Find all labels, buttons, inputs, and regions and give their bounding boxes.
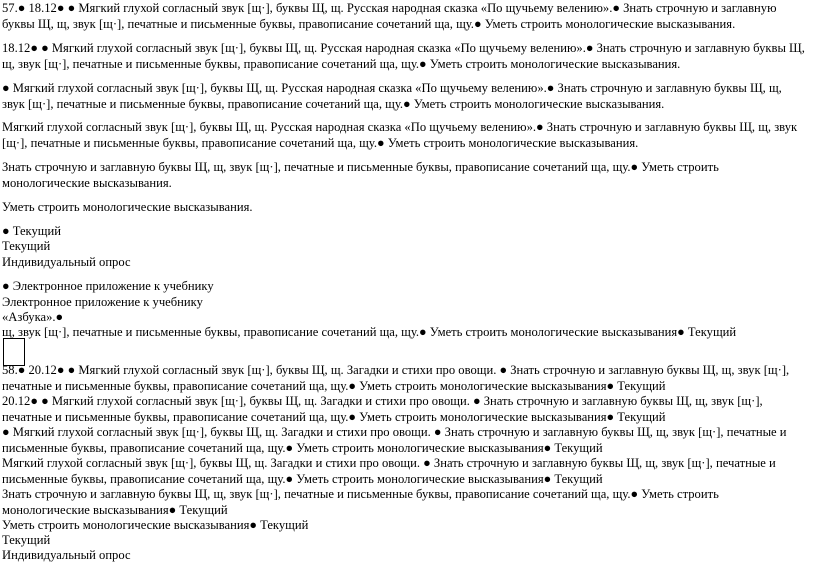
- text-line: письменные буквы, правописание сочетаний ща, щу.● Уметь строить монологические высказывания● Текущий: [2, 441, 603, 455]
- text-line: 20.12● ● Мягкий глухой согласный звук [щ·], буквы Щ, щ. Загадки и стихи про овощи. ● Знать строчную и заглавную буквы Щ, щ, звук [щ·],: [2, 394, 763, 408]
- text-line: 57.● 18.12● ● Мягкий глухой согласный звук [щ·], буквы Щ, щ. Русская народная сказка «По щучьему велению».● Знать строчную и заглавную: [2, 1, 777, 15]
- text-line: Мягкий глухой согласный звук [щ·], буквы Щ, щ. Загадки и стихи про овощи. ● Знать строчную и заглавную буквы Щ, щ, звук [щ·], печатные и: [2, 456, 776, 470]
- text-line: Текущий: [2, 533, 51, 547]
- text-line: «Азбука».●: [2, 310, 64, 324]
- text-line: щ, звук [щ·], печатные и письменные буквы, правописание сочетаний ща, щу.● Уметь строить монологические высказывания● Текущий: [2, 325, 737, 339]
- text-line: Знать строчную и заглавную буквы Щ, щ, звук [щ·], печатные и письменные буквы, правописание сочетаний ща, щу.● Уметь строить: [2, 160, 719, 174]
- text-line: печатные и письменные буквы, правописание сочетаний ща, щу.● Уметь строить монологические высказывания● Текущий: [2, 410, 666, 424]
- text-line: печатные и письменные буквы, правописание сочетаний ща, щу.● Уметь строить монологические высказывания● Текущий: [2, 379, 666, 393]
- text-line: ● Электронное приложение к учебнику: [2, 279, 214, 293]
- text-line: 58.● 20.12● ● Мягкий глухой согласный звук [щ·], буквы Щ, щ. Загадки и стихи про овощи. ● Знать строчную и заглавную буквы Щ, щ, звук [щ·],: [2, 363, 790, 377]
- text-line: Индивидуальный опрос: [2, 255, 131, 269]
- text-line: монологические высказывания● Текущий: [2, 503, 228, 517]
- text-line: Мягкий глухой согласный звук [щ·], буквы Щ, щ. Русская народная сказка «По щучьему велению».● Знать строчную и заглавную буквы Щ, щ, звук: [2, 120, 798, 134]
- text-line: письменные буквы, правописание сочетаний ща, щу.● Уметь строить монологические высказывания● Текущий: [2, 472, 603, 486]
- text-line: 18.12● ● Мягкий глухой согласный звук [щ·], буквы Щ, щ. Русская народная сказка «По щучьему велению».● Знать строчную и заглавную буквы Щ,: [2, 41, 805, 55]
- text-line: монологические высказывания.: [2, 176, 172, 190]
- text-line: ● Мягкий глухой согласный звук [щ·], буквы Щ, щ. Русская народная сказка «По щучьему велению».● Знать строчную и заглавную буквы Щ, щ,: [2, 81, 782, 95]
- text-line: Индивидуальный опрос: [2, 548, 131, 562]
- text-line: Текущий: [2, 239, 51, 253]
- text-line: Уметь строить монологические высказывания.: [2, 200, 253, 214]
- text-line: буквы Щ, щ, звук [щ·], печатные и письменные буквы, правописание сочетаний ща, щу.● Уметь строить монологические высказывания.: [2, 17, 736, 31]
- text-line: звук [щ·], печатные и письменные буквы, правописание сочетаний ща, щу.● Уметь строить монологические высказывания.: [2, 97, 665, 111]
- text-line: [щ·], печатные и письменные буквы, правописание сочетаний ща, щу.● Уметь строить монологические высказывания.: [2, 136, 639, 150]
- text-line: Знать строчную и заглавную буквы Щ, щ, звук [щ·], печатные и письменные буквы, правописание сочетаний ща, щу.● Уметь строить: [2, 487, 719, 501]
- text-line: щ, звук [щ·], печатные и письменные буквы, правописание сочетаний ща, щу.● Уметь строить монологические высказывания.: [2, 57, 681, 71]
- text-line: Уметь строить монологические высказывания● Текущий: [2, 518, 309, 532]
- text-line: Электронное приложение к учебнику: [2, 295, 203, 309]
- text-line: ● Текущий: [2, 224, 61, 238]
- text-line: ● Мягкий глухой согласный звук [щ·], буквы Щ, щ. Загадки и стихи про овощи. ● Знать строчную и заглавную буквы Щ, щ, звук [щ·], печатные и: [2, 425, 787, 439]
